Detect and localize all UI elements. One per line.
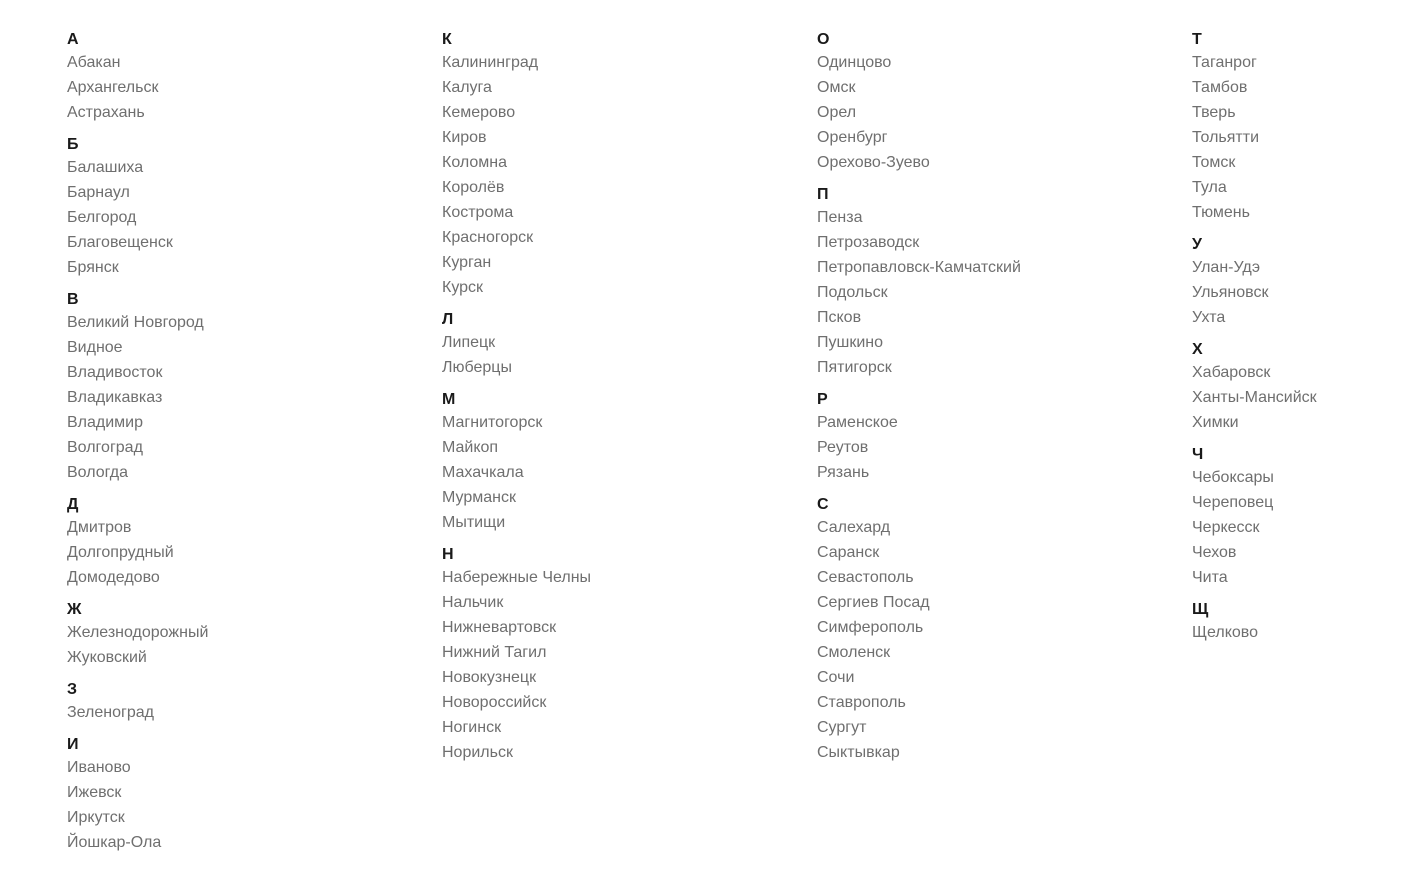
letter-group	[67, 600, 442, 670]
city-link[interactable]: Рязань	[817, 464, 870, 481]
city-link[interactable]: Тула	[1192, 179, 1227, 196]
letter-heading: О	[817, 31, 830, 48]
letter-heading: У	[1192, 236, 1202, 253]
city-link[interactable]: Сургут	[817, 719, 867, 736]
letter-group	[442, 30, 817, 300]
city-link[interactable]: Ставрополь	[817, 694, 906, 711]
letter-group	[67, 135, 442, 280]
city-link[interactable]: Архангельск	[67, 79, 159, 96]
city-link[interactable]: Раменское	[817, 414, 898, 431]
letter-group	[442, 390, 817, 535]
city-link[interactable]: Видное	[67, 339, 123, 356]
city-link[interactable]: Тамбов	[1192, 79, 1248, 96]
city-link[interactable]: Люберцы	[442, 359, 512, 376]
city-link[interactable]: Липецк	[442, 334, 496, 351]
city-link[interactable]: Ижевск	[67, 784, 122, 801]
city-link[interactable]: Курган	[442, 254, 492, 271]
city-link[interactable]: Зеленоград	[67, 704, 154, 721]
city-link[interactable]: Одинцово	[817, 54, 892, 71]
city-link[interactable]: Владивосток	[67, 364, 163, 381]
letter-group	[1192, 445, 1413, 590]
letter-group	[817, 390, 1192, 485]
city-link[interactable]: Домодедово	[67, 569, 160, 586]
city-link[interactable]: Вологда	[67, 464, 128, 481]
city-link[interactable]: Ногинск	[442, 719, 502, 736]
letter-heading: Л	[442, 311, 454, 328]
city-link[interactable]: Норильск	[442, 744, 513, 761]
city-column	[442, 30, 817, 865]
city-link[interactable]: Щелково	[1192, 624, 1258, 641]
city-link[interactable]: Брянск	[67, 259, 119, 276]
letter-heading: Р	[817, 391, 828, 408]
city-link[interactable]: Барнаул	[67, 184, 130, 201]
city-link[interactable]: Химки	[1192, 414, 1239, 431]
city-link[interactable]: Владикавказ	[67, 389, 163, 406]
city-link[interactable]: Красногорск	[442, 229, 534, 246]
city-link[interactable]: Тольятти	[1192, 129, 1259, 146]
letter-group	[67, 290, 442, 485]
city-link[interactable]: Владимир	[67, 414, 144, 431]
letter-group	[817, 185, 1192, 380]
letter-group	[67, 680, 442, 725]
city-link[interactable]: Мытищи	[442, 514, 506, 531]
city-link[interactable]: Симферополь	[817, 619, 924, 636]
letter-heading: И	[67, 736, 79, 753]
city-link[interactable]: Кострома	[442, 204, 514, 221]
letter-heading: Н	[442, 546, 454, 563]
city-link[interactable]: Чита	[1192, 569, 1228, 586]
letter-heading: А	[67, 31, 79, 48]
city-link[interactable]: Пушкино	[817, 334, 884, 351]
letter-group	[1192, 235, 1413, 330]
city-link[interactable]: Жуковский	[67, 649, 147, 666]
letter-heading: В	[67, 291, 79, 308]
letter-heading: Ж	[67, 601, 82, 618]
city-column	[67, 30, 442, 865]
city-column	[1192, 30, 1413, 865]
letter-heading: Б	[67, 136, 79, 153]
letter-heading: М	[442, 391, 456, 408]
city-link[interactable]: Новокузнецк	[442, 669, 537, 686]
letter-heading: С	[817, 496, 829, 513]
city-link[interactable]: Салехард	[817, 519, 891, 536]
city-link[interactable]: Киров	[442, 129, 487, 146]
city-link[interactable]: Астрахань	[67, 104, 145, 121]
letter-heading: Х	[1192, 341, 1203, 358]
city-link[interactable]: Дмитров	[67, 519, 132, 536]
city-link[interactable]: Улан-Удэ	[1192, 259, 1261, 276]
city-link[interactable]: Кемерово	[442, 104, 516, 121]
city-link[interactable]: Абакан	[67, 54, 121, 71]
city-link[interactable]: Чебоксары	[1192, 469, 1274, 486]
letter-heading: П	[817, 186, 829, 203]
letter-group	[442, 545, 817, 765]
letter-heading: К	[442, 31, 452, 48]
city-link[interactable]: Сергиев Посад	[817, 594, 930, 611]
letter-group	[67, 735, 442, 855]
city-link[interactable]: Калуга	[442, 79, 492, 96]
city-link[interactable]: Хабаровск	[1192, 364, 1271, 381]
city-column	[817, 30, 1192, 865]
city-link[interactable]: Иваново	[67, 759, 131, 776]
city-link[interactable]: Волгоград	[67, 439, 143, 456]
city-link[interactable]: Пятигорск	[817, 359, 892, 376]
city-link[interactable]: Белгород	[67, 209, 137, 226]
city-link[interactable]: Великий Новгород	[67, 314, 204, 331]
city-link[interactable]: Череповец	[1192, 494, 1274, 511]
city-link[interactable]: Сочи	[817, 669, 855, 686]
letter-group	[1192, 600, 1413, 645]
city-link[interactable]: Тюмень	[1192, 204, 1250, 221]
city-link[interactable]: Йошкар-Ола	[67, 834, 162, 851]
city-link[interactable]: Смоленск	[817, 644, 891, 661]
city-link[interactable]: Орел	[817, 104, 857, 121]
letter-heading: Д	[67, 496, 79, 513]
city-link[interactable]: Нальчик	[442, 594, 504, 611]
city-link[interactable]: Оренбург	[817, 129, 888, 146]
city-link[interactable]: Севастополь	[817, 569, 914, 586]
city-link[interactable]: Новороссийск	[442, 694, 547, 711]
city-link[interactable]: Псков	[817, 309, 862, 326]
city-link[interactable]: Петропавловск-Камчатский	[817, 259, 1021, 276]
city-link[interactable]: Мурманск	[442, 489, 516, 506]
city-link[interactable]: Долгопрудный	[67, 544, 174, 561]
letter-group	[817, 30, 1192, 175]
city-link[interactable]: Ульяновск	[1192, 284, 1269, 301]
city-link[interactable]: Таганрог	[1192, 54, 1257, 71]
letter-group	[67, 495, 442, 590]
city-link[interactable]: Магнитогорск	[442, 414, 543, 431]
letter-group	[442, 310, 817, 380]
city-link[interactable]: Подольск	[817, 284, 888, 301]
city-link[interactable]: Реутов	[817, 439, 869, 456]
city-link[interactable]: Набережные Челны	[442, 569, 592, 586]
city-link[interactable]: Курск	[442, 279, 484, 296]
city-link[interactable]: Орехово-Зуево	[817, 154, 930, 171]
city-link[interactable]: Тверь	[1192, 104, 1236, 121]
city-list	[67, 30, 1413, 865]
letter-heading: Щ	[1192, 601, 1209, 618]
city-link[interactable]: Махачкала	[442, 464, 524, 481]
letter-heading: З	[67, 681, 78, 698]
city-link[interactable]: Железнодорожный	[67, 624, 209, 641]
city-link[interactable]: Балашиха	[67, 159, 144, 176]
letter-group	[817, 495, 1192, 765]
city-link[interactable]: Пенза	[817, 209, 863, 226]
letter-heading: Т	[1192, 31, 1202, 48]
city-link[interactable]: Коломна	[442, 154, 508, 171]
city-link[interactable]: Нижневартовск	[442, 619, 557, 636]
letter-group	[1192, 340, 1413, 435]
city-link[interactable]: Ухта	[1192, 309, 1226, 326]
city-link[interactable]: Саранск	[817, 544, 880, 561]
city-link[interactable]: Калининград	[442, 54, 539, 71]
city-link[interactable]: Сыктывкар	[817, 744, 900, 761]
city-link[interactable]: Петрозаводск	[817, 234, 920, 251]
city-link[interactable]: Королёв	[442, 179, 505, 196]
city-link[interactable]: Нижний Тагил	[442, 644, 547, 661]
city-link[interactable]: Чехов	[1192, 544, 1237, 561]
city-link[interactable]: Черкесск	[1192, 519, 1260, 536]
letter-group	[67, 30, 442, 125]
letter-group	[1192, 30, 1413, 225]
city-link[interactable]: Ханты-Мансийск	[1192, 389, 1317, 406]
city-link[interactable]: Иркутск	[67, 809, 125, 826]
city-link[interactable]: Благовещенск	[67, 234, 173, 251]
letter-heading: Ч	[1192, 446, 1204, 463]
city-link[interactable]: Омск	[817, 79, 856, 96]
city-link[interactable]: Майкоп	[442, 439, 499, 456]
city-link[interactable]: Томск	[1192, 154, 1236, 171]
